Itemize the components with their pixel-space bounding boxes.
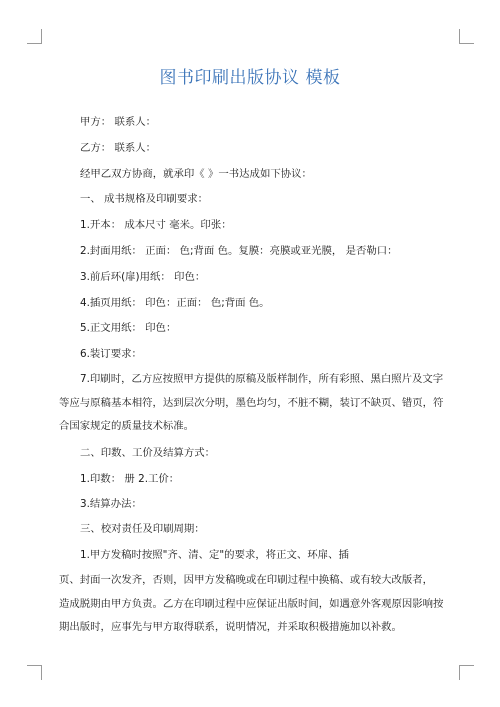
clause-1-7-line-3: 合国家规定的质量技术标准。 [59, 420, 195, 432]
crop-mark-bottom-left [27, 665, 42, 680]
clause-1-7-line-2: 等应与原稿基本相符，达到层次分明，墨色均匀，不脏不糊，装订不缺页、错页，符 [59, 397, 444, 409]
clause-1-7-line-1: 7.印刷时，乙方应按照甲方提供的原稿及版样制作，所有彩照、黑白照片及文字 [80, 373, 444, 385]
clause-1-2: 2.封面用纸： 正面： 色;背面 色。复膜：亮膜或亚光膜， 是否勒口： [80, 245, 398, 257]
intro-line: 经甲乙双方协商，就承印《 》一书达成如下协议： [80, 168, 312, 180]
clause-1-1: 1.开本： 成本尺寸 毫米。印张： [80, 219, 232, 231]
clause-3-1-line-2: 页、封面一次发齐，否则，因甲方发稿晚或在印刷过程中换稿、或有较大改版者， [59, 574, 434, 586]
clause-3-1-line-4: 期出版时，应事先与甲方取得联系，说明情况，并采取积极措施加以补救。 [59, 621, 402, 633]
clause-3-1-line-1: 1.甲方发稿时按照"齐、清、定"的要求，将正文、环扉、插 [80, 549, 349, 561]
clause-3-1-line-3: 造成脱期由甲方负责。乙方在印刷过程中应保证出版时间，如遇意外客观原因影响按 [59, 598, 444, 610]
clause-1-5: 5.正文用纸： 印色： [80, 322, 177, 334]
clause-2-1: 1.印数： 册 2.工价： [80, 473, 180, 485]
clause-1-6: 6.装订要求： [80, 348, 142, 360]
section-2-heading: 二、印数、工价及结算方式： [80, 447, 216, 459]
crop-mark-top-right [459, 29, 474, 44]
crop-mark-bottom-right [459, 665, 474, 680]
section-3-heading: 三、校对责任及印刷周期： [80, 523, 205, 535]
clause-2-3: 3.结算办法： [80, 498, 142, 510]
crop-mark-top-left [27, 29, 42, 44]
clause-1-3: 3.前后环(扉)用纸： 印色： [80, 271, 206, 283]
clause-1-4: 4.插页用纸： 印色：正面： 色;背面 色。 [80, 297, 270, 309]
party-a-line: 甲方： 联系人： [80, 116, 157, 128]
party-b-line: 乙方： 联系人： [80, 142, 157, 154]
section-1-heading: 一、 成书规格及印刷要求： [80, 193, 208, 205]
document-title: 图书印刷出版协议 模板 [159, 68, 341, 88]
